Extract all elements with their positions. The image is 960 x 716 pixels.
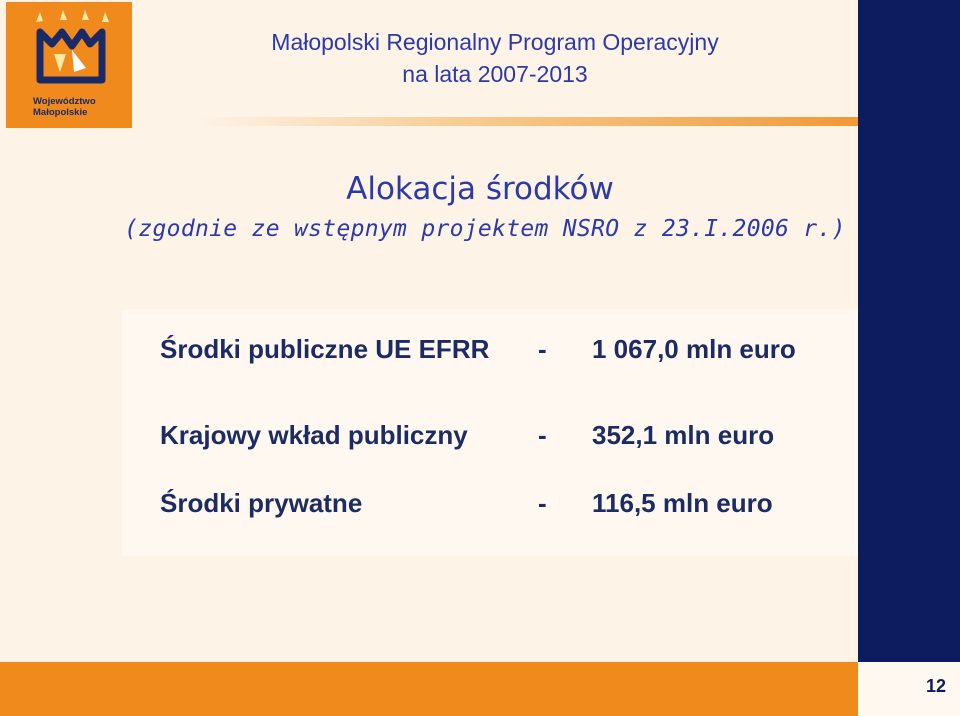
footer-bar bbox=[0, 662, 858, 716]
allocation-dash: - bbox=[538, 334, 547, 364]
allocation-label: Środki publiczne UE EFRR bbox=[160, 334, 490, 364]
allocation-dash: - bbox=[538, 420, 547, 450]
allocation-row-eu bbox=[160, 334, 840, 368]
header-divider bbox=[200, 117, 960, 126]
header-title-line1: Małopolski Regionalny Program Operacyjny bbox=[271, 29, 719, 55]
allocation-panel bbox=[122, 310, 858, 556]
allocation-row-national bbox=[160, 420, 840, 454]
slide-title: Alokacja środków bbox=[346, 171, 614, 207]
page-number-box bbox=[858, 662, 960, 716]
allocation-value: 116,5 mln euro bbox=[592, 488, 773, 518]
header-title-line2: na lata 2007-2013 bbox=[402, 61, 588, 87]
logo-text-line2: Małopolskie bbox=[33, 107, 88, 118]
logo-text-line1: Województwo bbox=[33, 96, 96, 107]
malopolskie-logo bbox=[6, 2, 132, 128]
allocation-row-private bbox=[160, 488, 840, 522]
logo-text bbox=[33, 96, 96, 118]
allocation-value: 352,1 mln euro bbox=[592, 420, 775, 450]
allocation-value: 1 067,0 mln euro bbox=[592, 334, 796, 364]
right-decorative-bar bbox=[858, 0, 960, 662]
allocation-dash: - bbox=[538, 488, 547, 518]
allocation-label: Krajowy wkład publiczny bbox=[160, 420, 468, 450]
page-number: 12 bbox=[925, 676, 946, 696]
slide-subtitle: (zgodnie ze wstępnym projektem NSRO z 23.I.2006 r.) bbox=[124, 216, 846, 242]
allocation-label: Środki prywatne bbox=[160, 488, 363, 518]
